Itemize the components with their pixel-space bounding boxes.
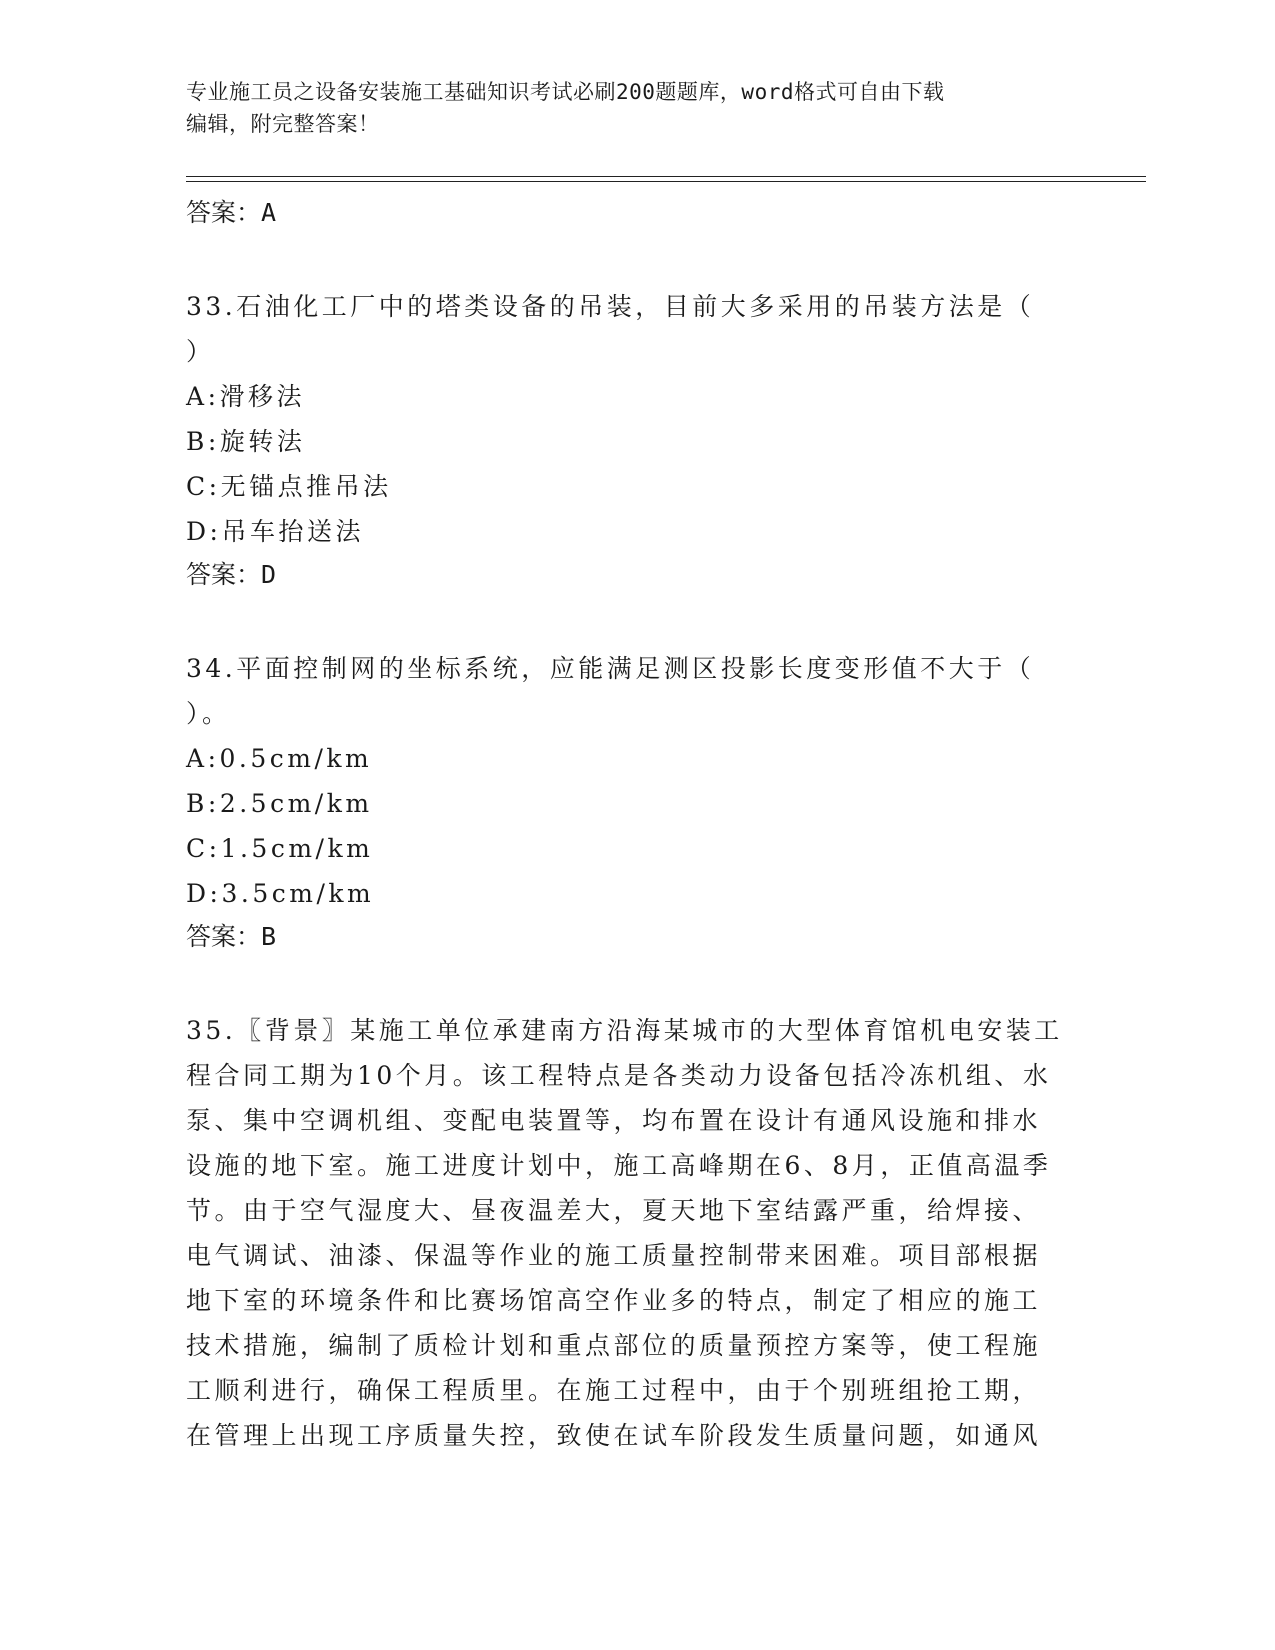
paragraph-line: 节。由于空气湿度大、昼夜温差大，夏天地下室结露严重，给焊接、 (186, 1196, 1042, 1225)
option-text: 旋转法 (219, 427, 306, 456)
question-stem-line: 34.平面控制网的坐标系统，应能满足测区投影长度变形值不大于（ (186, 654, 1035, 683)
option-separator: : (208, 472, 221, 501)
option-text: 3.5cm/km (221, 879, 375, 908)
paragraph-line: 在管理上出现工序质量失控，致使在试车阶段发生质量问题，如通风 (186, 1421, 1042, 1450)
option-letter: D (186, 517, 210, 546)
paragraph-line: 程合同工期为10个月。该工程特点是各类动力设备包括冷冻机组、水 (186, 1061, 1052, 1090)
paragraph-line: 35.〖背景〗某施工单位承建南方沿海某城市的大型体育馆机电安装工 (186, 1016, 1063, 1045)
option-text: 0.5cm/km (219, 744, 373, 773)
option-separator: : (209, 879, 222, 908)
paragraph-line: 工顺利进行，确保工程质里。在施工过程中，由于个别班组抢工期， (186, 1376, 1042, 1405)
option-separator: : (207, 744, 220, 773)
header-line-1: 专业施工员之设备安装施工基础知识考试必刷200题题库，word格式可自由下载 (186, 80, 945, 104)
header-line-2: 编辑，附完整答案！ (186, 112, 380, 136)
paragraph-line: 电气调试、油漆、保温等作业的施工质量控制带来困难。项目部根据 (186, 1241, 1042, 1270)
option-separator: : (207, 382, 220, 411)
option-letter: A (186, 744, 208, 773)
question-35-background (186, 1008, 1066, 1458)
option-letter: C (186, 472, 209, 501)
option-separator: : (209, 517, 222, 546)
question-stem (186, 646, 1086, 736)
spacer (186, 596, 1086, 646)
option-letter: B (186, 427, 208, 456)
option-letter: A (186, 382, 208, 411)
option-d (186, 509, 1086, 554)
document-body (186, 188, 1086, 1458)
option-separator: : (207, 427, 220, 456)
spacer (186, 234, 1086, 284)
option-letter: D (186, 879, 210, 908)
paragraph-line: 技术措施，编制了质检计划和重点部位的质量预控方案等，使工程施 (186, 1331, 1042, 1360)
option-c (186, 826, 1086, 871)
option-c (186, 464, 1086, 509)
option-text: 滑移法 (219, 382, 306, 411)
answer-32: 答案：A (186, 198, 277, 227)
option-d (186, 871, 1086, 916)
answer-33: 答案：D (186, 560, 277, 589)
question-stem-line: ）。 (186, 699, 231, 728)
option-letter: C (186, 834, 209, 863)
option-separator: : (208, 834, 221, 863)
answer-34: 答案：B (186, 922, 277, 951)
spacer (186, 958, 1086, 1008)
question-33 (186, 284, 1086, 596)
option-separator: : (207, 789, 220, 818)
paragraph-line: 设施的地下室。施工进度计划中，施工高峰期在6、8月，正值高温季 (186, 1151, 1052, 1180)
paragraph-line: 地下室的环境条件和比赛场馆高空作业多的特点，制定了相应的施工 (186, 1286, 1042, 1315)
question-34 (186, 646, 1086, 958)
option-a (186, 374, 1086, 419)
option-text: 2.5cm/km (219, 789, 373, 818)
document-header (186, 76, 1066, 140)
header-divider-bottom (186, 181, 1146, 182)
option-text: 1.5cm/km (220, 834, 374, 863)
option-text: 吊车抬送法 (221, 517, 364, 546)
option-letter: B (186, 789, 208, 818)
question-stem (186, 284, 1086, 374)
option-b (186, 781, 1086, 826)
header-divider-top (186, 176, 1146, 177)
question-stem-line: 33.石油化工厂中的塔类设备的吊装，目前大多采用的吊装方法是（ (186, 292, 1035, 321)
option-b (186, 419, 1086, 464)
option-text: 无锚点推吊法 (220, 472, 392, 501)
paragraph-line: 泵、集中空调机组、变配电装置等，均布置在设计有通风设施和排水 (186, 1106, 1042, 1135)
question-stem-line: ） (186, 337, 215, 366)
option-a (186, 736, 1086, 781)
